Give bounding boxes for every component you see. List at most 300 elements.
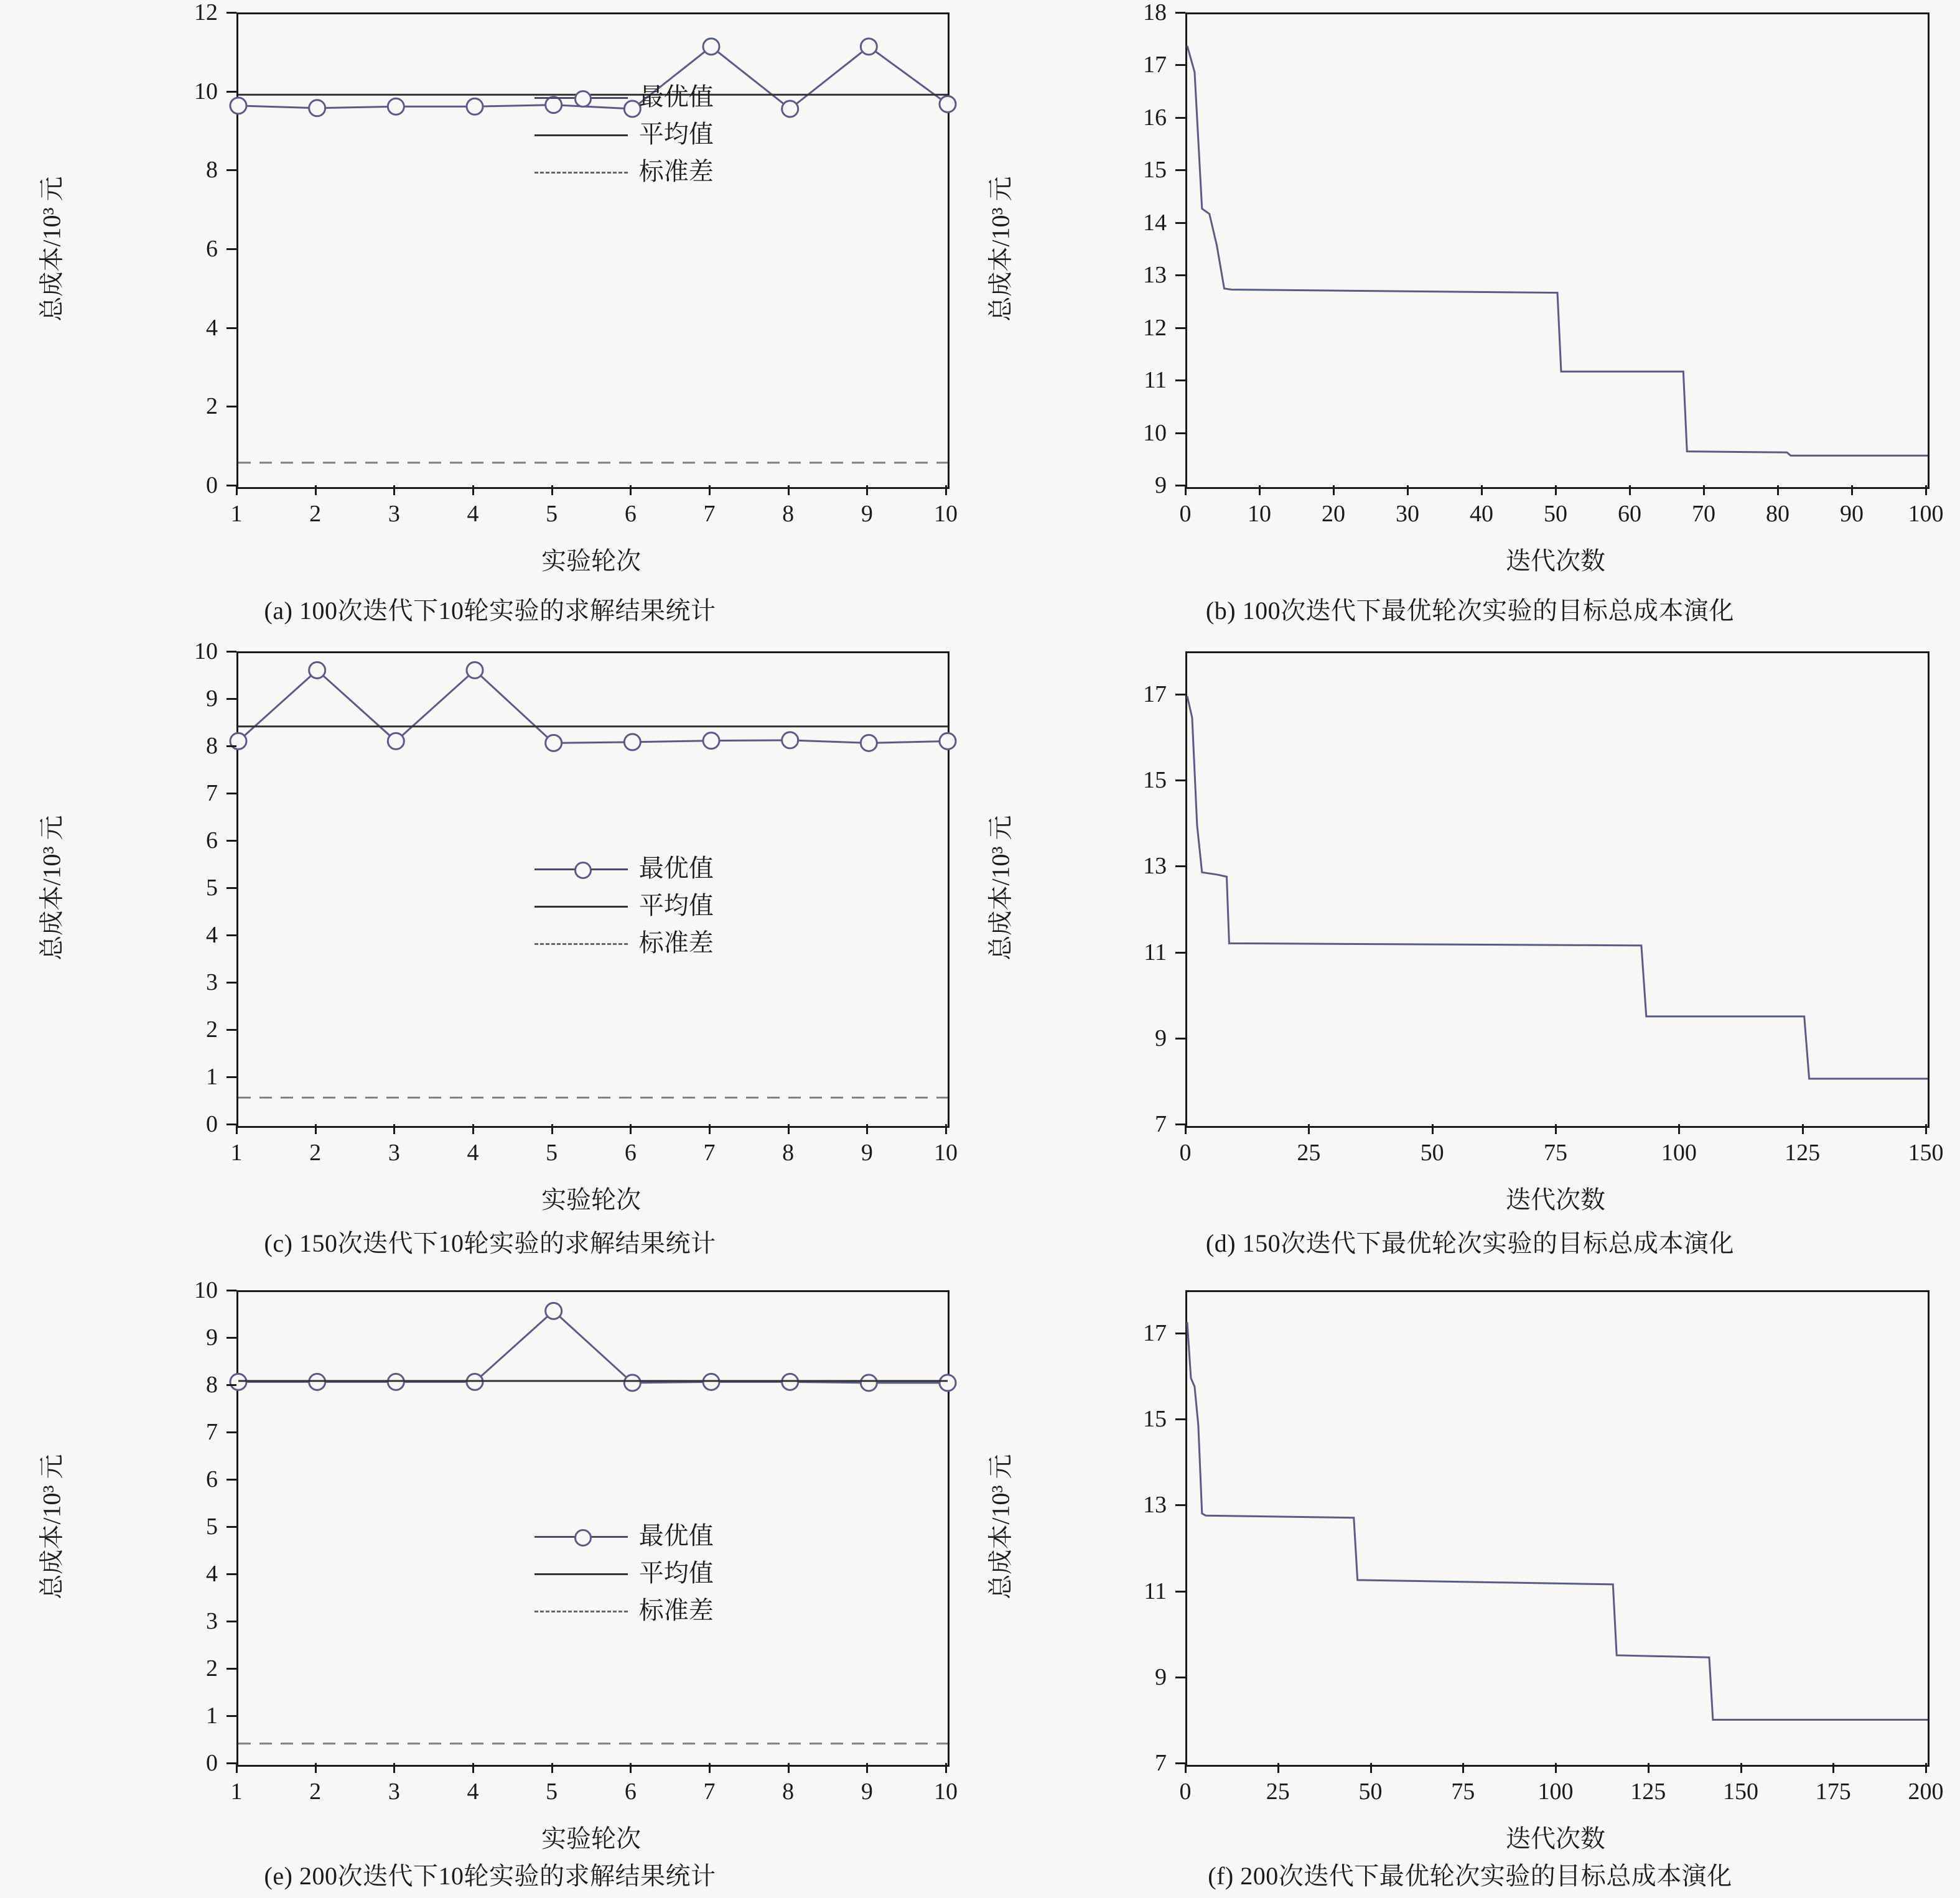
y-tickmark [1175,779,1185,781]
x-tickmark [1629,485,1631,495]
y-tick-label: 1 [206,1064,218,1090]
panel-b [980,0,1960,633]
x-tick-label: 3 [388,1140,400,1166]
x-tick-label: 2 [309,1779,322,1805]
y-tickmark [1175,117,1185,119]
y-tick-label: 9 [1155,1663,1167,1690]
y-tick-label: 15 [1143,1406,1167,1433]
x-tickmark [866,1763,868,1773]
y-tickmark [226,1029,236,1031]
x-tickmark [472,485,474,495]
data-point-marker [467,662,483,678]
data-point-marker [309,1374,325,1390]
y-tickmark [226,169,236,171]
x-tickmark [236,1763,238,1773]
y-tick-label: 9 [1155,1025,1167,1051]
y-tick-label: 18 [1143,0,1167,26]
data-point-marker [861,1375,877,1391]
y-tick-label: 14 [1143,209,1167,236]
x-tick-label: 1 [230,1140,243,1166]
y-tickmark [226,698,236,700]
y-tickmark [1175,1504,1185,1506]
y-tick-label: 10 [194,78,218,105]
x-tickmark [1648,1763,1650,1773]
y-tick-label: 10 [194,1277,218,1303]
y-tickmark [226,406,236,407]
data-point-marker [467,1374,483,1390]
legend-label: 最优值 [638,83,714,111]
x-tick-label: 75 [1451,1779,1475,1805]
legend-item-best [534,1517,714,1555]
x-tick-label: 8 [782,1779,795,1805]
y-tickmark [226,327,236,329]
x-tick-label: 7 [703,501,716,527]
legend-item-mean [534,887,714,924]
y-tickmark [1175,1418,1185,1420]
series-line [1187,1322,1928,1719]
y-tick-label: 12 [194,0,218,26]
y-tick-label: 8 [206,157,218,184]
x-tickmark [1703,485,1705,495]
x-tick-label: 1 [230,501,243,527]
y-tick-label: 0 [206,472,218,498]
data-point-marker [309,662,325,678]
x-tickmark [1925,1763,1927,1773]
y-tick-label: 3 [206,1608,218,1634]
x-tickmark [1678,1124,1680,1134]
y-tick-label: 11 [1144,1578,1167,1604]
y-tick-label: 8 [206,733,218,759]
legend-a [534,78,714,190]
x-tick-label: 6 [624,501,637,527]
x-tickmark [1432,1124,1434,1134]
legend-sample-icon [534,159,628,184]
data-point-marker [782,1374,798,1390]
x-tickmark [1802,1124,1804,1134]
y-tickmark [226,1762,236,1764]
caption-b: (b) 100次迭代下最优轮次实验的目标总成本演化 [1205,597,1735,625]
x-tick-label: 1 [230,1779,243,1805]
x-tick-label: 90 [1840,501,1864,527]
y-tickmark [226,91,236,93]
y-tick-label: 17 [1143,52,1167,78]
x-tickmark [1481,485,1483,495]
data-point-marker [703,39,719,55]
legend-label: 标准差 [638,929,714,957]
legend-sample-icon [534,856,628,881]
plot-area-f [1185,1290,1930,1767]
x-tick-label: 60 [1618,501,1641,527]
y-tickmark [1175,379,1185,381]
data-point-marker [703,1374,719,1390]
data-point-marker [624,734,640,750]
x-tickmark [788,1124,790,1134]
y-tick-label: 6 [206,1466,218,1492]
x-tick-label: 9 [861,501,873,527]
y-tickmark [226,248,236,250]
x-tickmark [1308,1124,1310,1134]
legend-sample-icon [534,893,628,918]
data-point-marker [782,732,798,748]
y-tickmark [226,1573,236,1575]
x-tick-label: 5 [546,1140,558,1166]
y-tickmark [226,1715,236,1717]
y-tick-label: 13 [1143,853,1167,880]
y-tick-label: 10 [1143,419,1167,446]
y-tickmark [1175,432,1185,434]
legend-sample-icon [534,1598,628,1623]
y-axis-label: 总成本/10³ 元 [37,815,66,961]
y-tick-label: 4 [206,922,218,948]
y-tickmark [1175,1762,1185,1764]
legend-sample-icon [534,1524,628,1548]
panel-d [980,633,1960,1265]
x-tick-label: 8 [782,1140,795,1166]
x-tickmark [945,1763,947,1773]
y-tickmark [1175,1123,1185,1125]
x-tick-label: 40 [1470,501,1493,527]
y-tick-label: 10 [194,638,218,664]
x-tickmark [236,1124,238,1134]
x-tickmark [1851,485,1853,495]
x-tick-label: 10 [934,1779,958,1805]
x-tick-label: 10 [1248,501,1271,527]
y-tick-label: 2 [206,1016,218,1043]
x-tickmark [1333,485,1335,495]
legend-e [534,1517,714,1629]
x-tick-label: 9 [861,1779,873,1805]
series-layer [1187,1292,1928,1765]
y-tickmark [1175,1038,1185,1040]
x-tick-label: 0 [1179,1779,1192,1805]
y-tick-label: 9 [206,1324,218,1351]
x-tick-label: 50 [1544,501,1567,527]
x-tick-label: 30 [1396,501,1419,527]
x-tickmark [866,485,868,495]
y-tick-label: 0 [206,1750,218,1776]
y-tick-label: 15 [1143,157,1167,184]
y-tick-label: 4 [206,314,218,341]
x-tickmark [393,485,395,495]
data-point-marker [782,101,798,117]
y-tickmark [226,1123,236,1125]
y-tickmark [226,887,236,889]
x-tickmark [630,485,632,495]
y-tickmark [1175,1677,1185,1678]
legend-label: 标准差 [638,1596,714,1624]
y-tickmark [226,745,236,747]
y-tickmark [226,485,236,486]
x-tick-label: 25 [1297,1140,1321,1166]
y-tickmark [226,1479,236,1481]
y-tick-label: 7 [206,1419,218,1445]
legend-item-std [534,924,714,962]
y-axis-label: 总成本/10³ 元 [986,1454,1015,1599]
legend-item-std [534,153,714,190]
x-tick-label: 9 [861,1140,873,1166]
data-point-marker [546,1303,562,1319]
x-tickmark [1185,1763,1187,1773]
data-point-marker [624,1375,640,1391]
y-tick-label: 9 [206,686,218,712]
y-tick-label: 5 [206,875,218,901]
x-tickmark [472,1763,474,1773]
x-axis-label: 迭代次数 [1506,1825,1605,1853]
legend-sample-icon [534,122,628,147]
y-tick-label: 5 [206,1514,218,1540]
legend-label: 最优值 [638,1521,714,1550]
y-tickmark [1175,169,1185,171]
y-tick-label: 4 [206,1561,218,1587]
y-tick-label: 13 [1143,262,1167,289]
y-tickmark [226,1526,236,1528]
x-tickmark [551,1124,553,1134]
x-tickmark [1259,485,1261,495]
x-tickmark [472,1124,474,1134]
legend-item-mean [534,1555,714,1592]
y-axis-label: 总成本/10³ 元 [986,815,1015,961]
y-tick-label: 8 [206,1372,218,1398]
legend-item-mean [534,116,714,153]
x-tick-label: 0 [1179,501,1192,527]
x-tick-label: 3 [388,1779,400,1805]
x-tick-label: 0 [1179,1140,1192,1166]
y-tickmark [1175,327,1185,329]
legend-sample-icon [534,1561,628,1586]
x-tickmark [788,1763,790,1773]
x-axis-label: 实验轮次 [541,547,641,575]
x-tickmark [236,485,238,495]
y-tick-label: 17 [1143,1320,1167,1347]
legend-item-best [534,78,714,116]
x-tick-label: 70 [1692,501,1715,527]
y-tick-label: 6 [206,236,218,262]
legend-item-best [534,850,714,887]
x-tick-label: 125 [1630,1779,1666,1805]
caption-d: (d) 150次迭代下最优轮次实验的目标总成本演化 [1205,1229,1735,1257]
plot-area-b [1185,12,1930,489]
x-tickmark [315,485,317,495]
x-tickmark [393,1124,395,1134]
data-point-marker [388,1374,404,1390]
y-tickmark [1175,64,1185,66]
caption-e: (e) 200次迭代下10轮实验的求解结果统计 [264,1862,716,1890]
y-tickmark [1175,12,1185,14]
data-point-marker [546,735,562,751]
x-tick-label: 150 [1908,1140,1944,1166]
x-tickmark [866,1124,868,1134]
legend-c [534,850,714,962]
y-tickmark [226,1431,236,1433]
legend-sample-icon [534,85,628,109]
y-tick-label: 12 [1143,314,1167,341]
data-point-marker [940,733,956,749]
legend-label: 平均值 [638,1558,714,1587]
x-axis-label: 迭代次数 [1506,1186,1605,1214]
x-tick-label: 75 [1544,1140,1567,1166]
y-tick-label: 2 [206,1655,218,1682]
y-tickmark [226,1621,236,1622]
x-tickmark [1407,485,1409,495]
y-tickmark [1175,865,1185,867]
x-tick-label: 3 [388,501,400,527]
data-point-marker [388,98,404,114]
legend-sample-icon [534,931,628,956]
x-axis-label: 实验轮次 [541,1186,641,1214]
x-tick-label: 80 [1766,501,1790,527]
legend-item-std [534,1592,714,1629]
y-tickmark [226,1290,236,1291]
data-point-marker [703,733,719,749]
legend-label: 标准差 [638,157,714,186]
y-tickmark [1175,1591,1185,1593]
panel-e [0,1265,980,1898]
x-tickmark [1925,485,1927,495]
x-tick-label: 5 [546,1779,558,1805]
caption-a: (a) 100次迭代下10轮实验的求解结果统计 [264,597,716,625]
data-point-marker [230,1374,246,1390]
x-tick-label: 4 [467,1779,479,1805]
y-tickmark [226,982,236,984]
x-axis-label: 实验轮次 [541,1825,641,1853]
x-tick-label: 7 [703,1779,716,1805]
x-tickmark [1277,1763,1279,1773]
y-tickmark [226,934,236,936]
data-point-marker [861,39,877,55]
x-tick-label: 100 [1661,1140,1697,1166]
x-tick-label: 4 [467,501,479,527]
plot-area-d [1185,651,1930,1128]
y-tickmark [1175,694,1185,695]
series-layer [1187,653,1928,1126]
x-tickmark [1185,1124,1187,1134]
y-tickmark [1175,274,1185,276]
y-tick-label: 3 [206,969,218,995]
x-tick-label: 175 [1815,1779,1851,1805]
x-tick-label: 200 [1908,1779,1944,1805]
y-tick-label: 15 [1143,767,1167,794]
x-tickmark [1555,1763,1557,1773]
x-tick-label: 2 [309,1140,322,1166]
x-tick-label: 20 [1322,501,1345,527]
data-point-marker [467,98,483,114]
series-line [1187,46,1928,456]
x-tickmark [1555,1124,1557,1134]
x-tick-label: 125 [1785,1140,1821,1166]
series-line [238,1311,948,1383]
y-tickmark [1175,222,1185,224]
x-tick-label: 50 [1358,1779,1383,1805]
legend-label: 平均值 [638,891,714,920]
y-axis-label: 总成本/10³ 元 [37,1454,66,1599]
data-point-marker [940,96,956,112]
y-tickmark [226,1384,236,1386]
x-tick-label: 50 [1420,1140,1444,1166]
y-tick-label: 7 [1155,1111,1167,1137]
panel-f [980,1265,1960,1898]
y-tick-label: 7 [1155,1750,1167,1776]
y-axis-label: 总成本/10³ 元 [37,176,66,322]
y-tickmark [226,1668,236,1670]
y-tickmark [226,1337,236,1339]
x-tick-label: 7 [703,1140,716,1166]
x-tickmark [1740,1763,1742,1773]
x-tickmark [1832,1763,1834,1773]
legend-label: 平均值 [638,120,714,149]
data-point-marker [940,1375,956,1391]
y-tickmark [226,840,236,842]
y-tick-label: 2 [206,393,218,420]
y-tick-label: 11 [1144,939,1167,965]
y-tickmark [1175,1333,1185,1334]
x-tick-label: 100 [1538,1779,1574,1805]
x-tickmark [551,1763,553,1773]
y-tick-label: 13 [1143,1492,1167,1519]
x-tick-label: 6 [624,1140,637,1166]
y-tick-label: 6 [206,827,218,854]
y-tick-label: 0 [206,1111,218,1137]
x-tickmark [945,485,947,495]
x-tick-label: 6 [624,1779,637,1805]
y-tick-label: 17 [1143,681,1167,708]
x-tick-label: 25 [1266,1779,1290,1805]
x-tick-label: 10 [934,501,958,527]
x-tickmark [1370,1763,1372,1773]
x-tick-label: 5 [546,501,558,527]
y-tickmark [226,1076,236,1078]
y-tick-label: 9 [1155,472,1167,498]
y-tickmark [226,651,236,653]
panel-c [0,633,980,1265]
y-tickmark [1175,485,1185,486]
x-tickmark [1185,485,1187,495]
x-tickmark [630,1763,632,1773]
x-tickmark [630,1124,632,1134]
series-layer [1187,14,1928,487]
legend-label: 最优值 [638,854,714,883]
x-tickmark [945,1124,947,1134]
x-tickmark [1777,485,1779,495]
x-axis-label: 迭代次数 [1506,547,1605,575]
caption-f: (f) 200次迭代下最优轮次实验的目标总成本演化 [1208,1862,1732,1890]
caption-c: (c) 150次迭代下10轮实验的求解结果统计 [264,1229,716,1257]
x-tickmark [1462,1763,1464,1773]
x-tickmark [315,1124,317,1134]
x-tickmark [788,485,790,495]
x-tickmark [1925,1124,1927,1134]
y-tickmark [226,12,236,14]
y-tickmark [226,793,236,794]
x-tickmark [393,1763,395,1773]
data-point-marker [388,733,404,749]
x-tickmark [709,1124,711,1134]
x-tickmark [1555,485,1557,495]
x-tickmark [315,1763,317,1773]
x-tick-label: 100 [1908,501,1944,527]
y-tick-label: 7 [206,780,218,806]
x-tick-label: 4 [467,1140,479,1166]
x-tickmark [709,485,711,495]
data-point-marker [309,100,325,116]
x-tick-label: 8 [782,501,795,527]
data-point-marker [230,98,246,114]
series-line [238,670,948,743]
panel-a [0,0,980,633]
x-tick-label: 2 [309,501,322,527]
x-tickmark [551,485,553,495]
y-tick-label: 11 [1144,367,1167,394]
data-point-marker [861,735,877,751]
